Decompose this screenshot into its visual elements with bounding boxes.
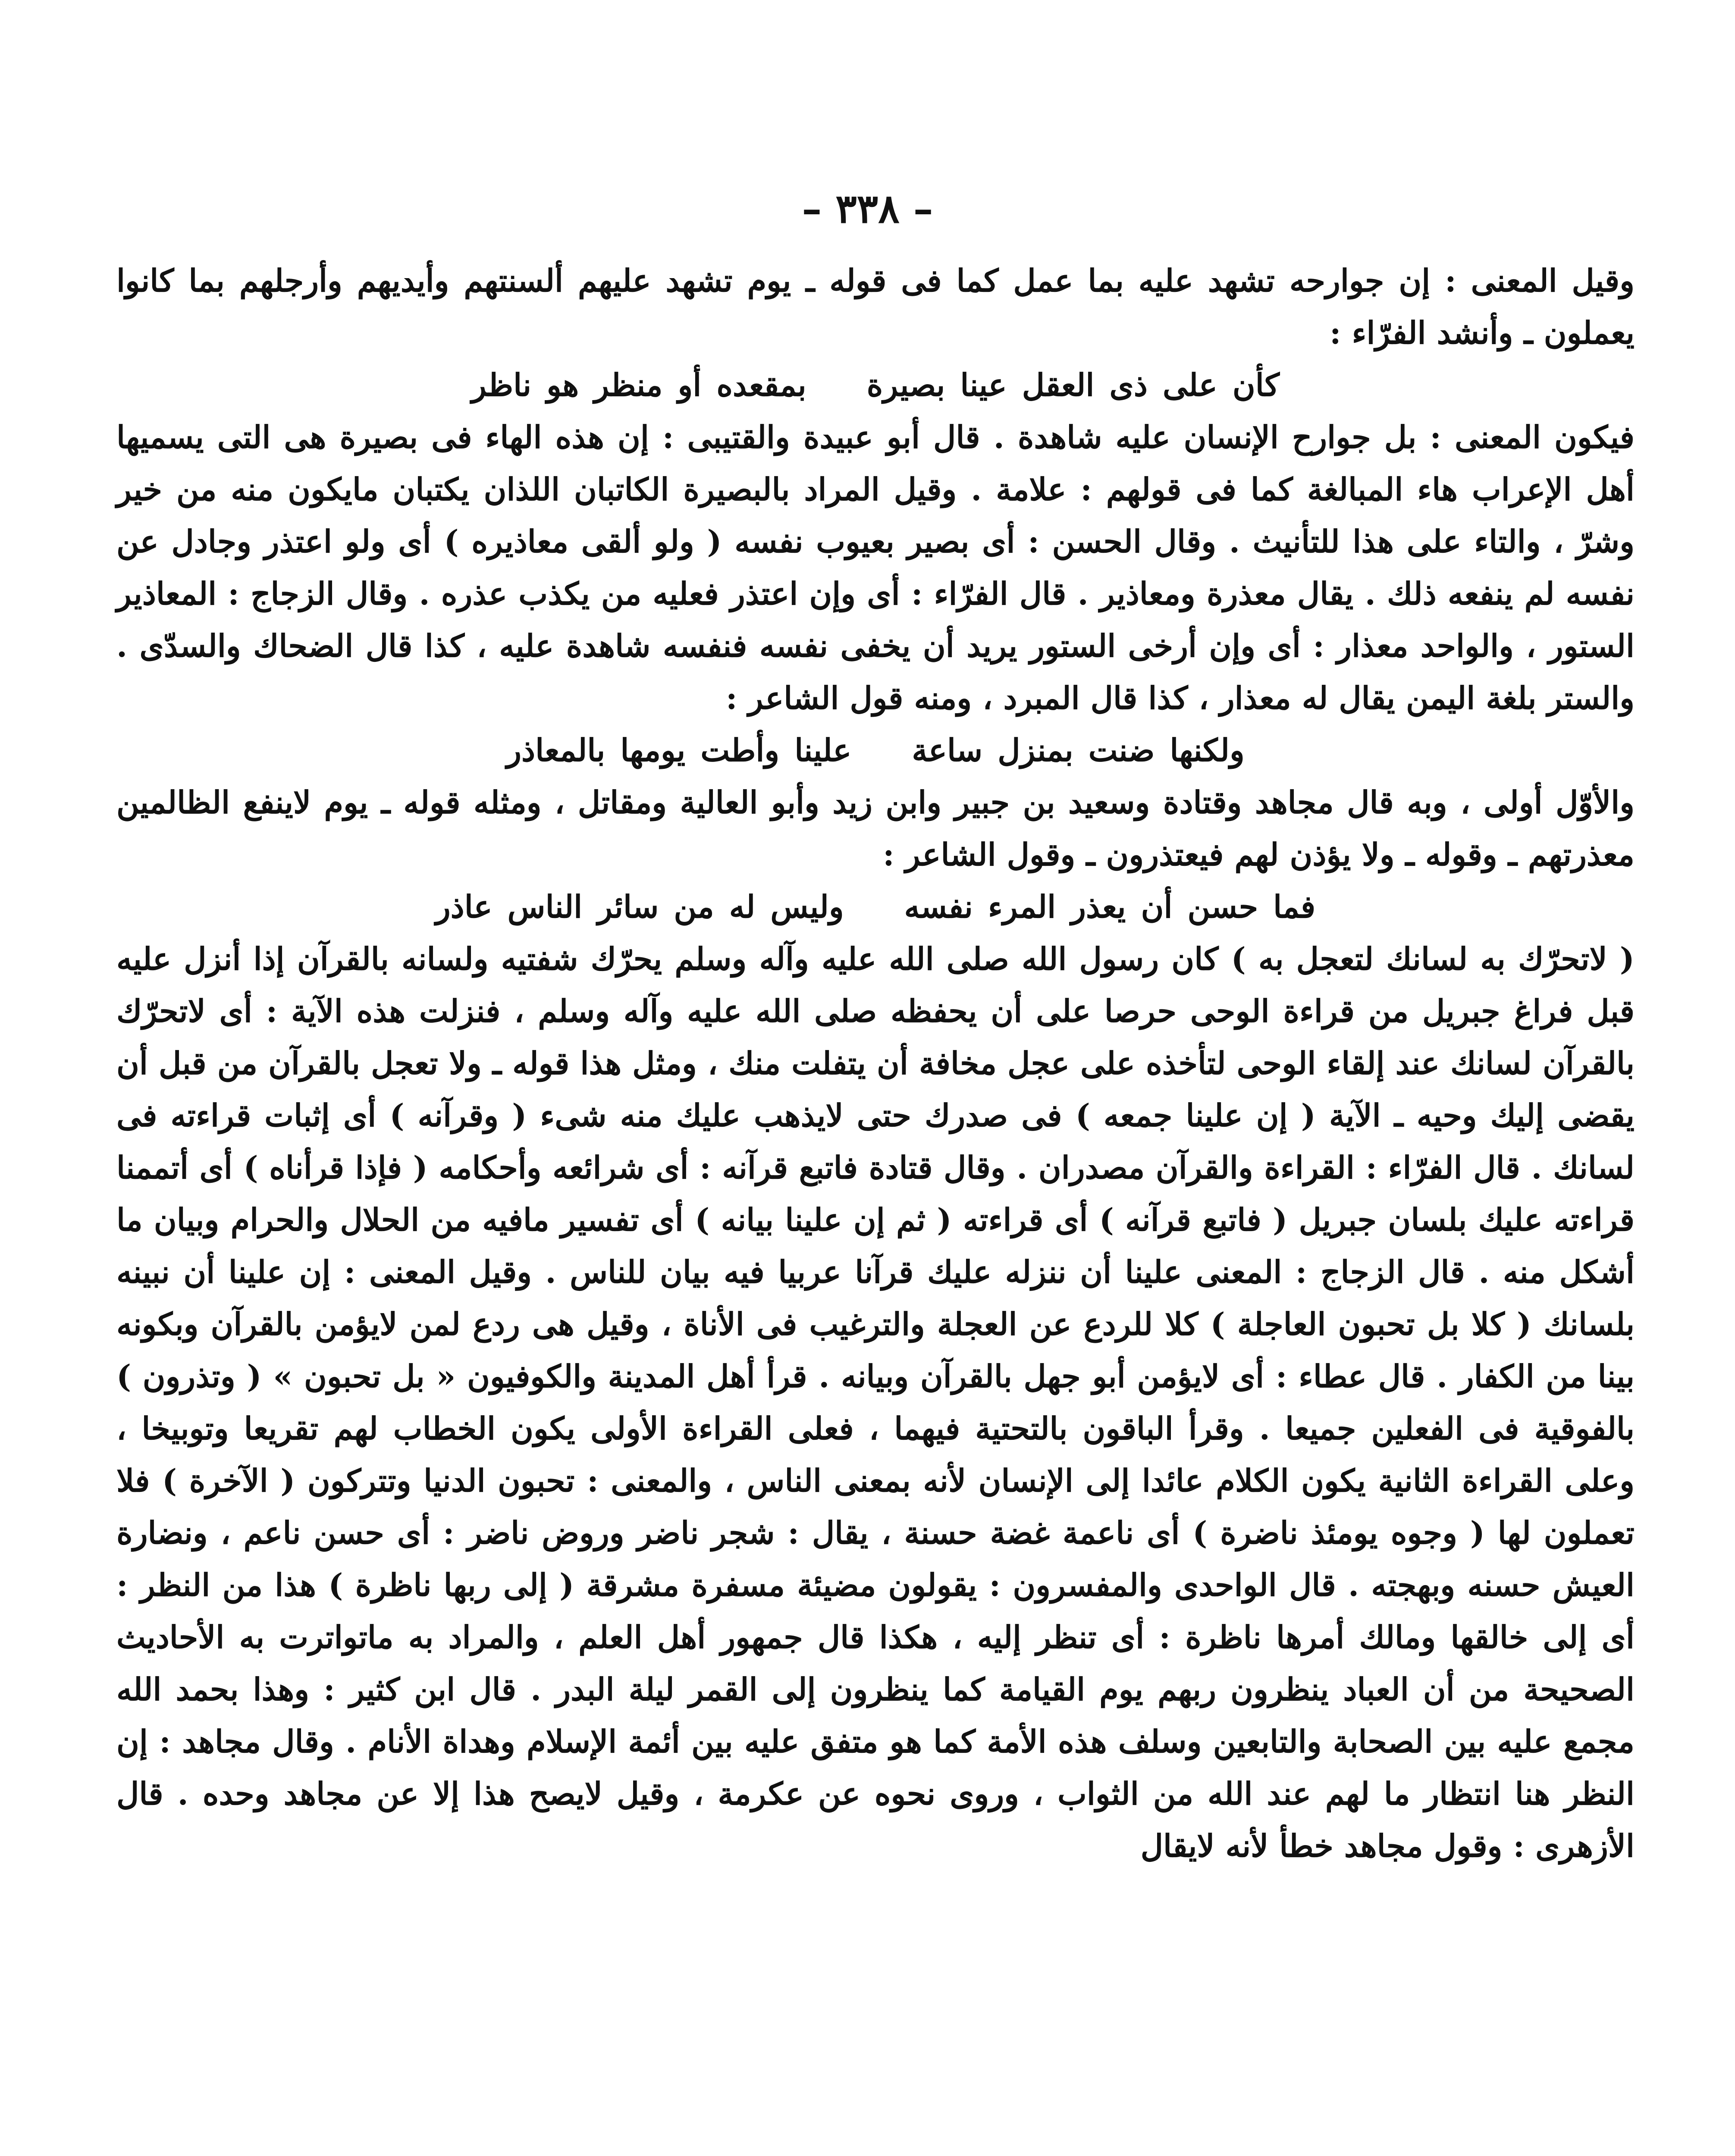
poetry-verse-2 — [116, 724, 1635, 776]
verse-1-second-hemistich: بمقعده أو منظر هو ناظر — [471, 367, 806, 403]
verse-2-first-hemistich: ولكنها ضنت بمنزل ساعة — [912, 732, 1245, 768]
verse-1-first-hemistich: كأن على ذى العقل عينا بصيرة — [866, 367, 1280, 403]
poetry-verse-1 — [116, 359, 1635, 411]
tafsir-text — [116, 254, 1635, 1872]
paragraph-1: وقيل المعنى : إن جوارحه تشهد عليه بما عمل كما فى قوله ـ يوم تشهد عليهم ألسنتهم وأيديهم وأرجلهم بما كانوا يعملون ـ وأنشد الفرّاء : — [116, 262, 1635, 351]
paragraph-3: والأوّل أولى ، وبه قال مجاهد وقتادة وسعيد بن جبير وابن زيد وأبو العالية ومقاتل ، ومثله قوله ـ يوم لاينفع الظالمين معذرتهم ـ وقوله ـ ولا يؤذن لهم فيعتذرون ـ وقول الشاعر : — [116, 784, 1635, 873]
poetry-verse-3 — [116, 881, 1635, 933]
paragraph-2: فيكون المعنى : بل جوارح الإنسان عليه شاهدة . قال أبو عبيدة والقتيبى : إن هذه الهاء فى بصيرة هى التى يسميها أهل الإعراب هاء المبالغة كما فى قولهم : علامة . وقيل المراد بالبصيرة الكاتبان اللذان يكتبان مايكون منه من خير وشرّ ، والتاء على هذا للتأنيث . وقال الحسن : أى بصير بعيوب نفسه ( ولو ألقى معاذيره ) أى ولو اعتذر وجادل عن نفسه لم ينفعه ذلك . يقال معذرة ومعاذير . قال الفرّاء : أى وإن اعتذر فعليه من يكذب عذره . وقال الزجاج : المعاذير الستور ، والواحد معذار : أى وإن أرخى الستور يريد أن يخفى نفسه فنفسه شاهدة عليه ، كذا قال الضحاك والسدّى . والستر بلغة اليمن يقال له معذار ، كذا قال المبرد ، ومنه قول الشاعر : — [116, 419, 1635, 716]
verse-3-second-hemistich: وليس له من سائر الناس عاذر — [435, 888, 844, 925]
page-number: – ٣٣٨ – — [802, 185, 933, 232]
verse-2-second-hemistich: علينا وأطت يومها بالمعاذر — [506, 732, 852, 768]
paragraph-4: ( لاتحرّك به لسانك لتعجل به ) كان رسول الله صلى الله عليه وآله وسلم يحرّك شفتيه ولسانه بالقرآن إذا أنزل عليه قبل فراغ جبريل من قراءة الوحى حرصا على أن يحفظه صلى الله عليه وآله وسلم ، فنزلت هذه الآية : أى لاتحرّك بالقرآن لسانك عند إلقاء الوحى لتأخذه على عجل مخافة أن يتفلت منك ، ومثل هذا قوله ـ ولا تعجل بالقرآن من قبل أن يقضى إليك وحيه ـ الآية ( إن علينا جمعه ) فى صدرك حتى لايذهب عليك منه شىء ( وقرآنه ) أى إثبات قراءته فى لسانك . قال الفرّاء : القراءة والقرآن مصدران . وقال قتادة فاتبع قرآنه : أى شرائعه وأحكامه ( فإذا قرأناه ) أى أتممنا قراءته عليك بلسان جبريل ( فاتبع قرآنه ) أى قراءته ( ثم إن علينا بيانه ) أى تفسير مافيه من الحلال والحرام وبيان ما أشكل منه . قال الزجاج : المعنى علينا أن ننزله عليك قرآنا عربيا فيه بيان للناس . وقيل المعنى : إن علينا أن نبينه بلسانك ( كلا بل تحبون العاجلة ) كلا للردع عن العجلة والترغيب فى الأناة ، وقيل هى ردع لمن لايؤمن بالقرآن وبكونه بينا من الكفار . قال عطاء : أى لايؤمن أبو جهل بالقرآن وبيانه . قرأ أهل المدينة والكوفيون « بل تحبون » ( وتذرون ) بالفوقية فى الفعلين جميعا . وقرأ الباقون بالتحتية فيهما ، فعلى القراءة الأولى يكون الخطاب لهم تقريعا وتوبيخا ، وعلى القراءة الثانية يكون الكلام عائدا إلى الإنسان لأنه بمعنى الناس ، والمعنى : تحبون الدنيا وتتركون ( الآخرة ) فلا تعملون لها ( وجوه يومئذ ناضرة ) أى ناعمة غضة حسنة ، يقال : شجر ناضر وروض ناضر : أى حسن ناعم ، ونضارة العيش حسنه وبهجته . قال الواحدى والمفسرون : يقولون مضيئة مسفرة مشرقة ( إلى ربها ناظرة ) هذا من النظر : أى إلى خالقها ومالك أمرها ناظرة : أى تنظر إليه ، هكذا قال جمهور أهل العلم ، والمراد به ماتواترت به الأحاديث الصحيحة من أن العباد ينظرون ربهم يوم القيامة كما ينظرون إلى القمر ليلة البدر . قال ابن كثير : وهذا بحمد الله مجمع عليه بين الصحابة والتابعين وسلف هذه الأمة كما هو متفق عليه بين أئمة الإسلام وهداة الأنام . وقال مجاهد : إن النظر هنا انتظار ما لهم عند الله من الثواب ، وروى نحوه عن عكرمة ، وقيل لايصح هذا إلا عن مجاهد وحده . قال الأزهرى : وقول مجاهد خطأ لأنه لايقال — [116, 940, 1635, 1864]
verse-3-first-hemistich: فما حسن أن يعذر المرء نفسه — [904, 888, 1316, 925]
